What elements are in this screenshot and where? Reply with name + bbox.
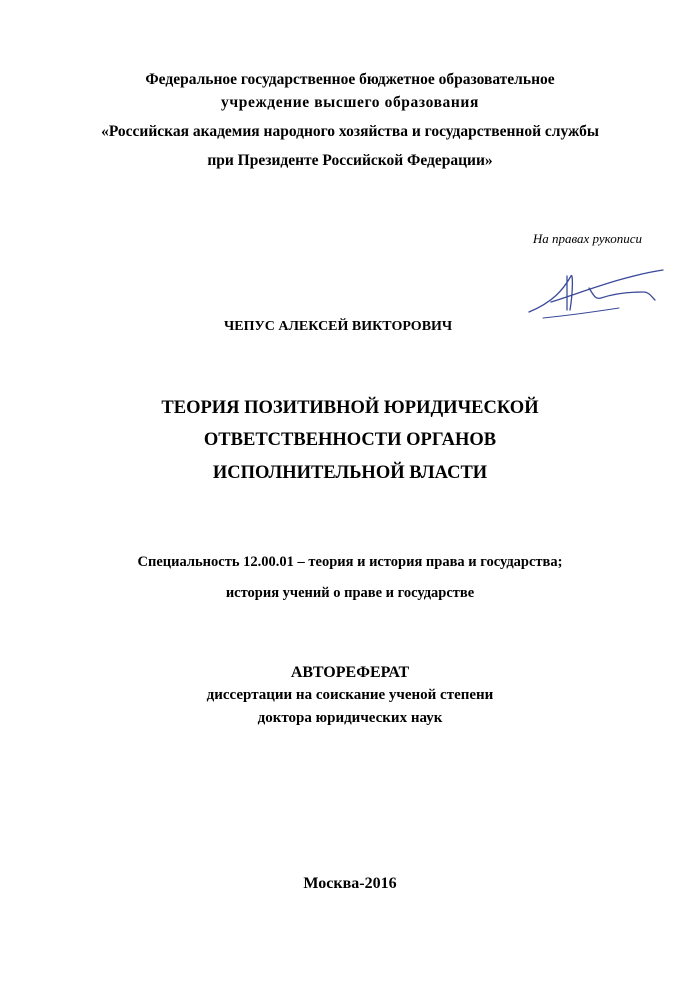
abstract-line-2: доктора юридических наук bbox=[257, 710, 443, 726]
institution-line-2: учреждение высшего образования bbox=[221, 94, 479, 111]
title-line-3: ИСПОЛНИТЕЛЬНОЙ ВЛАСТИ bbox=[212, 463, 488, 483]
specialty-line-1: Специальность 12.00.01 – теория и история права и государства; bbox=[137, 554, 563, 570]
author-name: ЧЕПУС АЛЕКСЕЙ ВИКТОРОВИЧ bbox=[224, 319, 453, 334]
specialty-line-2: история учений о праве и государстве bbox=[225, 585, 475, 601]
title-line-2: ОТВЕТСТВЕННОСТИ ОРГАНОВ bbox=[203, 430, 497, 450]
handwritten-signature bbox=[523, 262, 668, 324]
city-year: Москва-2016 bbox=[303, 875, 397, 892]
institution-line-4: при Президенте Российской Федерации» bbox=[207, 152, 493, 169]
abstract-heading: АВТОРЕФЕРАТ bbox=[290, 664, 410, 681]
title-line-1: ТЕОРИЯ ПОЗИТИВНОЙ ЮРИДИЧЕСКОЙ bbox=[161, 398, 539, 418]
rights-note: На правах рукописи bbox=[532, 231, 642, 246]
institution-line-1: Федеральное государственное бюджетное образовательное bbox=[145, 71, 555, 88]
institution-line-3: «Российская академия народного хозяйства и государственной службы bbox=[101, 123, 599, 140]
abstract-line-1: диссертации на соискание ученой степени bbox=[206, 687, 494, 703]
